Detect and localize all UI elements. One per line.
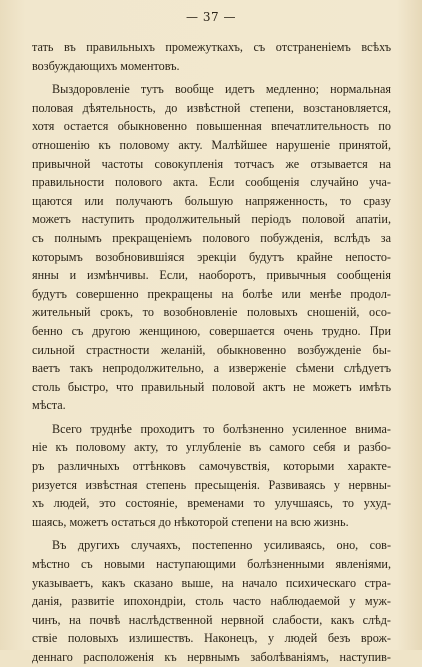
text-line: ръ различныхъ оттѣнковъ самочувствія, которыми характе- [32,459,391,474]
text-line: чинъ, на почвѣ наслѣдственной нервной слабости, какъ слѣд- [32,612,391,627]
text-line: мѣста. [32,398,66,413]
text-line: ризуется извѣстная степень пресыщенія. Развиваясь у нервны- [32,477,391,492]
text-line: сильной страстности желаній, обыкновенно возбужденіе бы- [32,342,391,357]
text-line: бенно съ другою женщиною, совершается очень трудно. При [32,323,391,338]
text-line: Въ другихъ случаяхъ, постепенно усиливаясь, оно, сов- [52,538,391,553]
text-line: щаются или получаютъ большую напряженность, то сразу [32,193,391,208]
text-line: съ полнымъ прекращеніемъ полового побужденія, вслѣдъ за [32,230,391,245]
text-line: можетъ наступить продолжительный періодъ половой апатіи, [32,212,391,227]
text-line: хъ людей, это состояніе, временами то улучшаясь, то ухуд- [32,496,391,511]
page-text [32,38,391,667]
text-line: Всего труднѣе проходитъ то болѣзненно усиленное внима- [52,421,391,436]
text-line: тать въ правильныхъ промежуткахъ, съ отстраненіемъ всѣхъ [32,40,391,54]
page-number: — 37 — [186,10,236,24]
text-line: которымъ возобновившіяся эрекціи будутъ крайне непосто- [32,249,391,264]
text-line: хотя остается обыкновенно повышенная впечатлительность по [32,119,391,134]
text-line: янны и измѣнчивы. Если, наоборотъ, привычныя сообщенія [32,268,391,283]
text-line: ствіе половыхъ излишествъ. Наконецъ, у людей безъ врож- [32,631,391,646]
text-line: жительный срокъ, то возобновленіе половыхъ сношеній, осо- [32,305,391,320]
text-line: ваетъ такъ непродолжительно, а изверженіе сѣмени слѣдуетъ [32,361,391,376]
text-line: Выздоровленіе тутъ вообще идетъ медленно; нормальная [52,82,391,97]
text-line: половая дѣятельность, до извѣстной степени, возстановляется, [32,100,391,115]
text-line: возбуждающихъ моментовъ. [32,58,180,73]
text-line: указываетъ, какъ сказано выше, на начало психическаго стра- [32,575,391,590]
text-line: ніе къ половому акту, то углубленіе въ самого себя и разбо- [32,440,391,455]
text-line: деннаго расположенія къ нервнымъ заболѣваніямъ, наступив- [32,650,391,664]
text-line: будутъ совершенно прекращены на болѣе или менѣе продол- [32,286,391,301]
text-line: шаясь, можетъ остаться до нѣкоторой степени на всю жизнь. [32,514,349,529]
text-line: столь быстро, что правильный половой актъ не можетъ имѣть [32,379,391,394]
text-line: отношенію къ половому акту. Малѣйшее нарушеніе принятой, [32,137,391,152]
text-line: правильности полового акта. Если сообщенія случайно уча- [32,175,391,190]
text-line: привычной частоты совокупленія тотчасъ же отзывается на [32,156,391,171]
text-line: мѣстно съ новыми наступающими болѣзненными явленіями, [32,557,391,572]
text-line: данія, развитіе ипохондріи, столь часто наблюдаемой у муж- [32,594,391,609]
